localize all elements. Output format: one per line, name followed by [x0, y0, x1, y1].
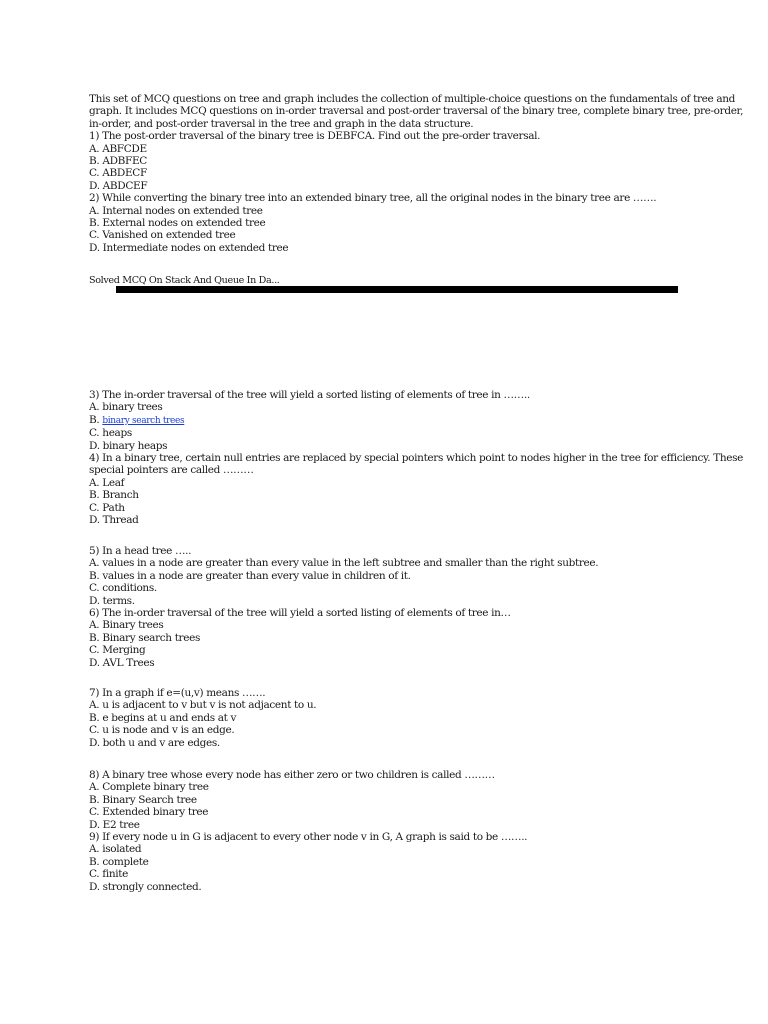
question-7	[89, 687, 679, 749]
question-4-line-2: special pointers are called ………	[89, 464, 254, 477]
question-5: 5) In a head tree …..	[89, 545, 192, 557]
q6-option-a: A. Binary trees	[89, 619, 164, 632]
question-6: 6) The in-order traversal of the tree will yield a sorted listing of elements of tree in…	[89, 607, 511, 620]
q1-option-d: D. ABDCEF	[89, 179, 148, 192]
q1-option-c: C. ABDECF	[89, 167, 147, 180]
q4-option-b: B. Branch	[89, 489, 139, 502]
question-7-text: 7) In a graph if e=(u,v) means …….	[89, 687, 266, 699]
q7-option-d: D. both u and v are edges.	[89, 736, 220, 749]
q7-option-b: B. e begins at u and ends at v	[89, 711, 237, 724]
q3-option-b-prefix: B.	[89, 413, 100, 426]
intro-line-2: graph. It includes MCQ questions on in-order traversal and post-order traversal of the binary tree, complete binary tree, pre-order,	[89, 105, 744, 118]
questions-3-4	[89, 389, 744, 527]
q7-option-a: A. u is adjacent to v but v is not adjacent to u.	[89, 699, 317, 712]
related-article-link[interactable]: Solved MCQ On Stack And Queue In Da...	[89, 275, 280, 286]
q4-option-a: A. Leaf	[89, 476, 125, 489]
q3-option-d: D. binary heaps	[89, 439, 168, 452]
q9-option-c: C. finite	[89, 868, 128, 881]
q8-option-a: A. Complete binary tree	[89, 781, 209, 794]
embed-divider-bar	[116, 286, 678, 293]
q8-option-d: D. E2 tree	[89, 818, 140, 831]
q6-option-c: C. Merging	[89, 644, 146, 657]
question-3: 3) The in-order traversal of the tree will yield a sorted listing of elements of tree in ……..	[89, 389, 530, 401]
q5-option-a: A. values in a node are greater than every value in the left subtree and smaller than the right subtree.	[89, 557, 599, 570]
q3-option-b	[89, 414, 679, 427]
question-9: 9) If every node u in G is adjacent to every other node v in G, A graph is said to be ……..	[89, 831, 528, 844]
question-1: 1) The post-order traversal of the binary tree is DEBFCA. Find out the pre-order traversal.	[89, 130, 541, 143]
q9-option-b: B. complete	[89, 855, 149, 868]
intro-and-questions-1-2	[89, 93, 744, 254]
question-2: 2) While converting the binary tree into an extended binary tree, all the original nodes in the binary tree are …….	[89, 192, 657, 205]
q9-option-d: D. strongly connected.	[89, 880, 202, 893]
q2-option-d: D. Intermediate nodes on extended tree	[89, 241, 289, 254]
q5-option-c: C. conditions.	[89, 582, 157, 595]
q2-option-b: B. External nodes on extended tree	[89, 217, 266, 230]
q9-option-a: A. isolated	[89, 843, 142, 856]
q7-option-c: C. u is node and v is an edge.	[89, 724, 235, 737]
q6-option-d: D. AVL Trees	[89, 656, 155, 669]
question-8: 8) A binary tree whose every node has either zero or two children is called ………	[89, 769, 495, 781]
q8-option-b: B. Binary Search tree	[89, 793, 197, 806]
intro-line-3: in-order, and post-order traversal in the tree and graph in the data structure.	[89, 117, 474, 130]
q3-option-c: C. heaps	[89, 427, 132, 440]
binary-search-trees-link[interactable]: binary search trees	[102, 415, 185, 426]
q8-option-c: C. Extended binary tree	[89, 806, 209, 819]
q4-option-d: D. Thread	[89, 514, 139, 527]
q5-option-b: B. values in a node are greater than every value in children of it.	[89, 569, 411, 582]
q1-option-b: B. ADBFEC	[89, 155, 147, 168]
q3-option-a: A. binary trees	[89, 401, 163, 414]
q6-option-b: B. Binary search trees	[89, 631, 200, 644]
questions-5-6	[89, 545, 679, 669]
q5-option-d: D. terms.	[89, 594, 135, 607]
q1-option-a: A. ABFCDE	[89, 142, 147, 155]
q2-option-c: C. Vanished on extended tree	[89, 229, 236, 242]
q4-option-c: C. Path	[89, 501, 125, 514]
question-4-line-1: 4) In a binary tree, certain null entries are replaced by special pointers which point to nodes higher in the tree for efficiency. These	[89, 452, 744, 465]
intro-line-1: This set of MCQ questions on tree and graph includes the collection of multiple-choice questions on the fundamentals of tree and	[89, 93, 736, 105]
questions-8-9	[89, 769, 679, 893]
q2-option-a: A. Internal nodes on extended tree	[89, 204, 263, 217]
